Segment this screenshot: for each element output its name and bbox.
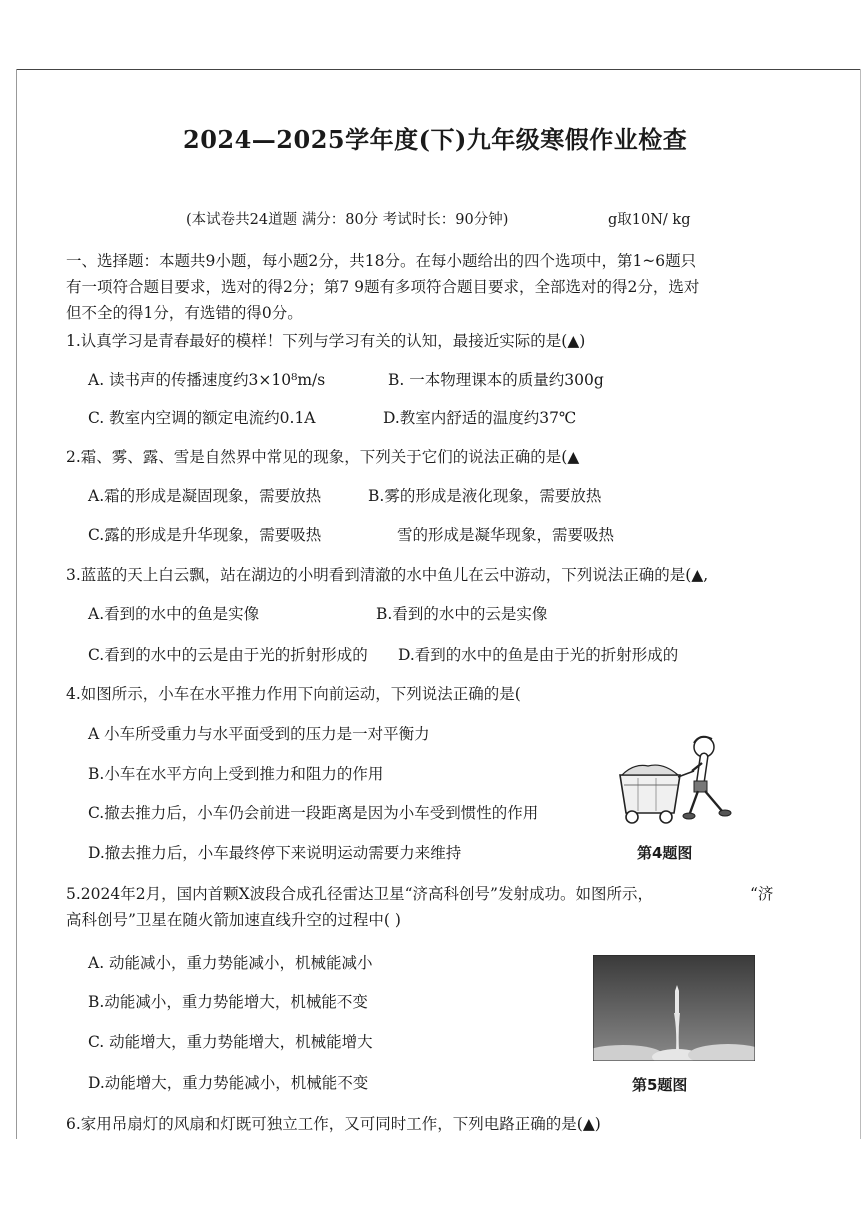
exam-info: (本试卷共24道题 满分：80分 考试时长：90分钟): [186, 212, 509, 228]
question-1-option-c: C. 教室内空调的额定电流约0.1A: [88, 409, 316, 427]
question-5-rocket-photo: [593, 955, 755, 1061]
question-3-option-b: B.看到的水中的云是实像: [376, 605, 548, 623]
question-1-option-b: B. 一本物理课本的质量约300g: [388, 371, 604, 389]
left-border-line: [16, 69, 17, 1139]
question-1-option-d: D.教室内舒适的温度约37℃: [383, 409, 577, 427]
question-2-option-c: C.露的形成是升华现象，需要吸热: [88, 526, 322, 544]
section-heading-line1: 一、选择题：本题共9小题，每小题2分，共18分。在每小题给出的四个选项中，第1~6题只: [66, 252, 697, 270]
question-4-option-b: B.小车在水平方向上受到推力和阻力的作用: [88, 765, 384, 783]
question-4-figure-caption: 第4题图: [637, 844, 693, 862]
question-5-option-b: B.动能减小，重力势能增大，机械能不变: [88, 993, 368, 1011]
question-5-stem-line1: 5.2024年2月，国内首颗X波段合成孔径雷达卫星“济高科创号”发射成功。如图所示，: [66, 885, 653, 903]
section-heading-line2: 有一项符合题目要求，选对的得2分；第7 9题有多项符合题目要求，全部选对的得2分，选对: [66, 278, 700, 296]
question-4-stem: 4.如图所示，小车在水平推力作用下向前运动，下列说法正确的是(: [66, 685, 521, 703]
question-2-stem: 2.霜、雾、露、雪是自然界中常见的现象，下列关于它们的说法正确的是(▲: [66, 448, 580, 466]
question-5-option-a: A. 动能减小，重力势能减小，机械能减小: [88, 954, 373, 972]
exam-title: 2024—2025学年度(下)九年级寒假作业检查: [183, 125, 688, 154]
question-4-option-a: A 小车所受重力与水平面受到的压力是一对平衡力: [88, 725, 430, 743]
question-4-cart-figure: [608, 733, 743, 828]
question-3-stem: 3.蓝蓝的天上白云飘，站在湖边的小明看到清澈的水中鱼儿在云中游动，下列说法正确的是(▲,: [66, 566, 709, 584]
question-1-option-a: A. 读书声的传播速度约3×10⁸m/s: [88, 371, 326, 389]
question-3-option-d: D.看到的水中的鱼是由于光的折射形成的: [398, 646, 679, 664]
question-2-option-d: 雪的形成是凝华现象，需要吸热: [397, 526, 615, 544]
question-2-option-b: B.雾的形成是液化现象，需要放热: [368, 487, 602, 505]
question-5-option-d: D.动能增大，重力势能减小，机械能不变: [88, 1074, 369, 1092]
top-border-line: [16, 69, 861, 70]
right-border-line: [860, 69, 861, 1139]
question-2-option-a: A.霜的形成是凝固现象，需要放热: [88, 487, 322, 505]
question-4-option-d: D.撤去推力后，小车最终停下来说明运动需要力来维持: [88, 844, 462, 862]
question-5-figure-caption: 第5题图: [632, 1076, 688, 1094]
question-1-stem: 1.认真学习是青春最好的模样！下列与学习有关的认知，最接近实际的是(▲): [66, 332, 586, 350]
question-5-stem-line1-end: “济: [750, 885, 774, 903]
question-5-option-c: C. 动能增大，重力势能增大，机械能增大: [88, 1033, 373, 1051]
question-5-stem-line2: 高科创号”卫星在随火箭加速直线升空的过程中( ): [66, 911, 401, 929]
question-3-option-a: A.看到的水中的鱼是实像: [88, 605, 260, 623]
gravity-constant-note: g取10N/ kg: [608, 212, 691, 228]
question-3-option-c: C.看到的水中的云是由于光的折射形成的: [88, 646, 368, 664]
section-heading-line3: 但不全的得1分，有选错的得0分。: [66, 304, 303, 322]
question-4-option-c: C.撤去推力后，小车仍会前进一段距离是因为小车受到惯性的作用: [88, 804, 539, 822]
question-6-stem: 6.家用吊扇灯的风扇和灯既可独立工作，又可同时工作，下列电路正确的是(▲): [66, 1115, 601, 1133]
